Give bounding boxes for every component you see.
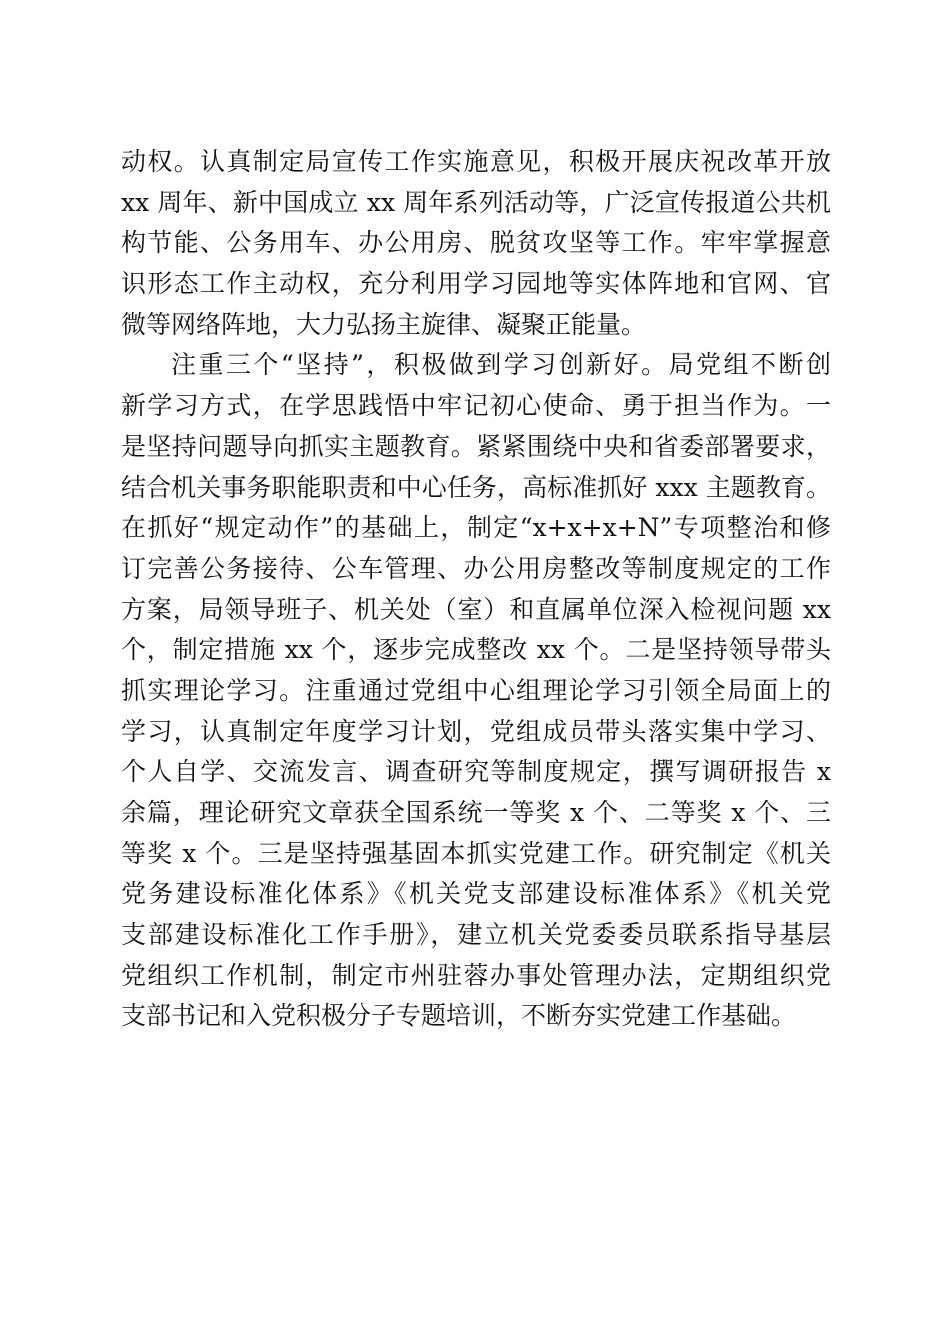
text-line: 订完善公务接待、公车管理、办公用房整改等制度规定的工作: [121, 553, 831, 583]
text-line: 注重三个“坚持”，积极做到学习创新好。局党组不断创: [171, 350, 831, 380]
text-line: 个人自学、交流发言、调查研究等制度规定，撰写调研报告 x: [121, 757, 831, 787]
text-line: 等奖 x 个。三是坚持强基固本抓实党建工作。研究制定《机关: [121, 838, 831, 868]
text-line: 识形态工作主动权，充分利用学习园地等实体阵地和官网、官: [121, 269, 831, 299]
text-line: 党务建设标准化体系》《机关党支部建设标准体系》《机关党: [121, 879, 831, 909]
text-line: 支部书记和入党积极分子专题培训，不断夯实党建工作基础。: [121, 1001, 797, 1031]
text-line: xx 周年、新中国成立 xx 周年系列活动等，广泛宣传报道公共机: [121, 187, 831, 217]
paragraph-2: [121, 345, 831, 1037]
text-line: 微等网络阵地，大力弘扬主旋律、凝聚正能量。: [121, 309, 647, 339]
document-body: [121, 142, 831, 1037]
text-line: 结合机关事务职能职责和中心任务，高标准抓好 xxx 主题教育。: [121, 472, 831, 502]
text-line: 在抓好“规定动作”的基础上，制定“x+x+x+N”专项整治和修: [121, 513, 831, 543]
text-line: 支部建设标准化工作手册》，建立机关党委委员联系指导基层: [121, 920, 831, 950]
text-line: 余篇，理论研究文章获全国系统一等奖 x 个、二等奖 x 个、三: [121, 798, 831, 827]
text-line: 是坚持问题导向抓实主题教育。紧紧围绕中央和省委部署要求，: [121, 431, 831, 461]
text-line: 新学习方式，在学思践悟中牢记初心使命、勇于担当作为。一: [121, 391, 831, 421]
text-line: 动权。认真制定局宣传工作实施意见，积极开展庆祝改革开放: [121, 147, 831, 176]
paragraph-1: [121, 142, 831, 345]
text-line: 构节能、公务用车、办公用房、脱贫攻坚等工作。牢牢掌握意: [121, 228, 831, 258]
text-line: 个，制定措施 xx 个，逐步完成整改 xx 个。二是坚持领导带头: [121, 635, 831, 665]
text-line: 抓实理论学习。注重通过党组中心组理论学习引领全局面上的: [121, 675, 831, 705]
text-line: 方案，局领导班子、机关处（室）和直属单位深入检视问题 xx: [121, 594, 831, 624]
text-line: 党组织工作机制，制定市州驻蓉办事处管理办法，定期组织党: [121, 960, 831, 990]
text-line: 学习，认真制定年度学习计划，党组成员带头落实集中学习、: [121, 716, 831, 746]
